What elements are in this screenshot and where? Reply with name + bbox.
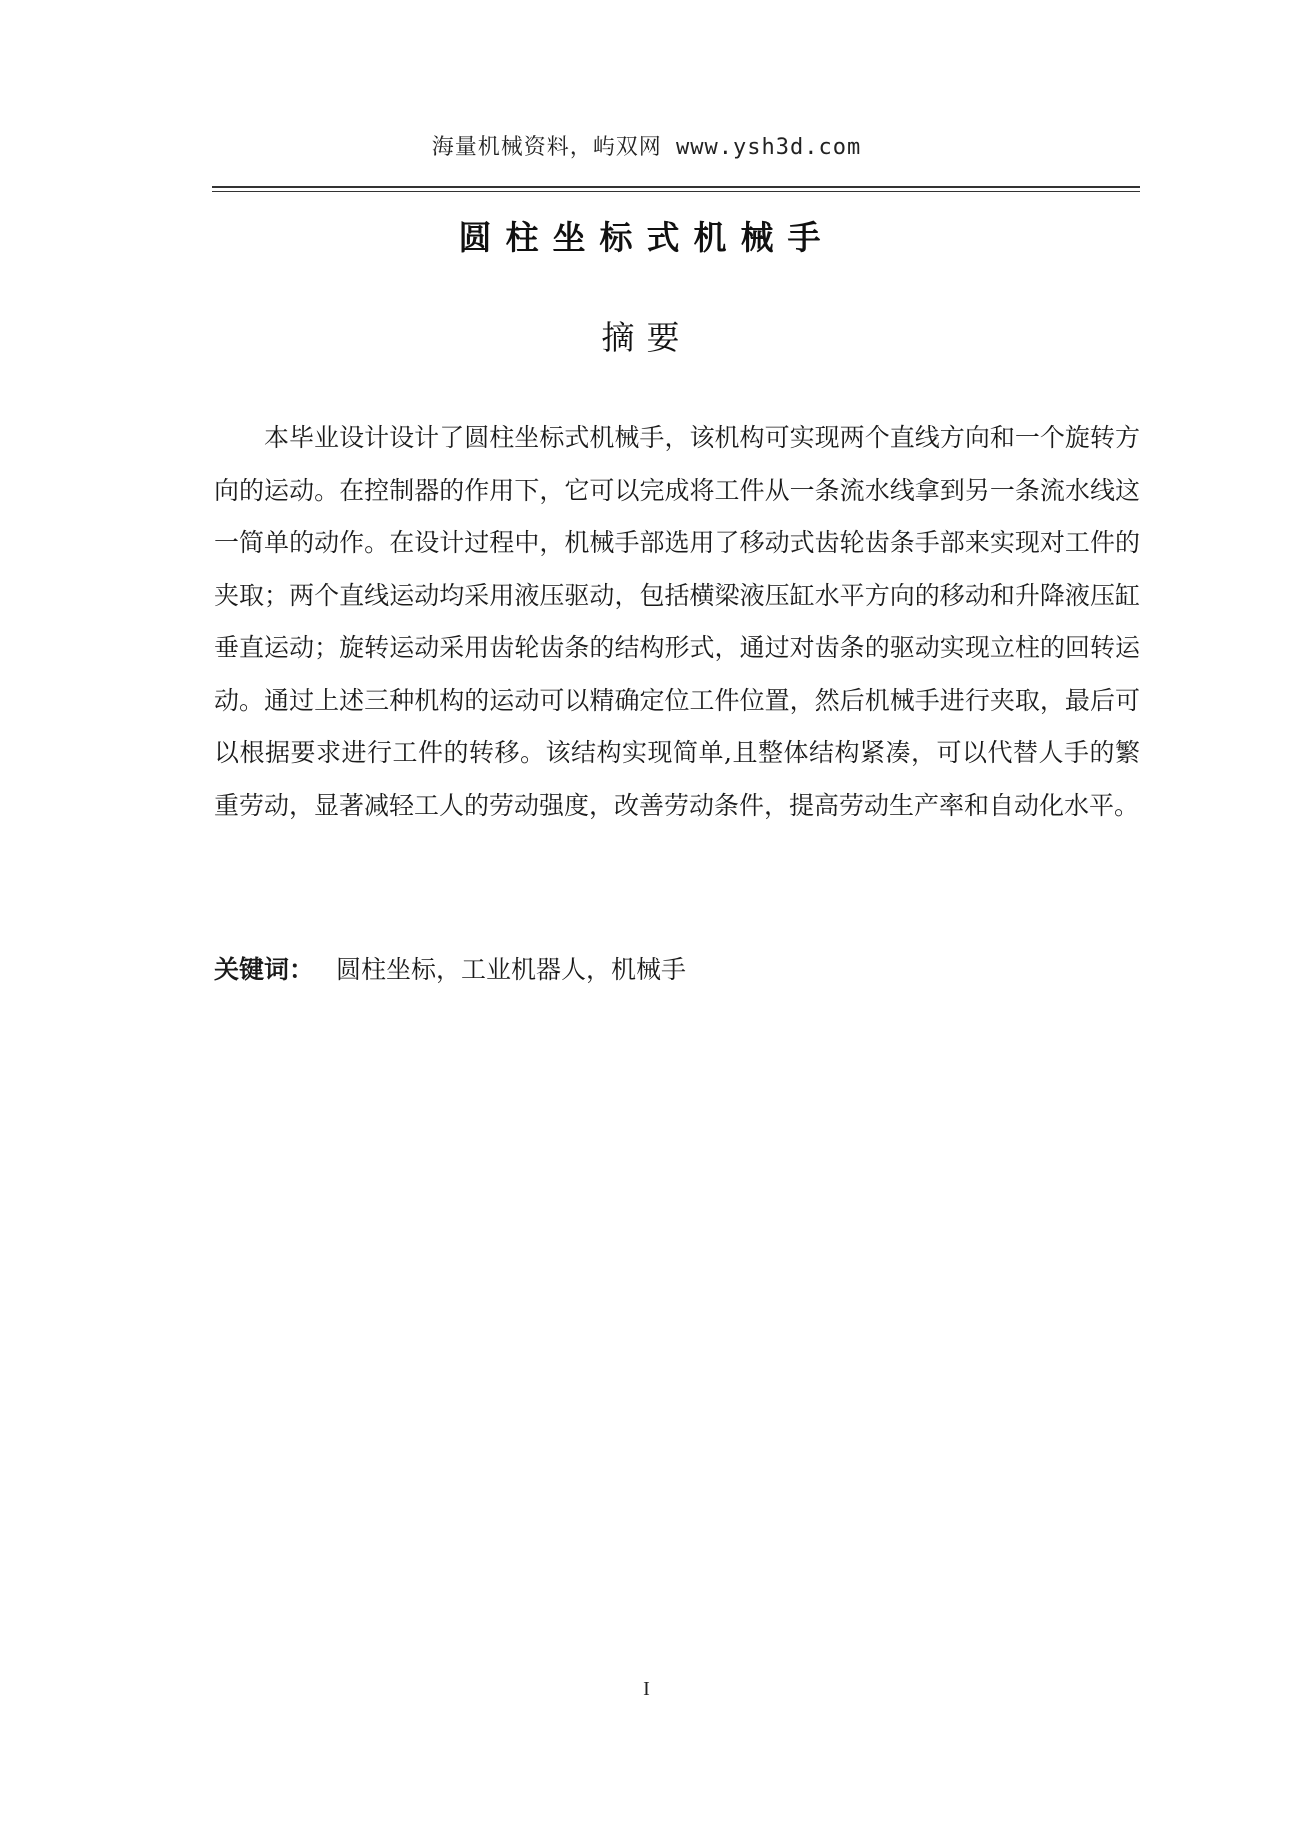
keywords-value: 圆柱坐标，工业机器人，机械手 [336, 955, 687, 984]
keywords-label: 关键词： [214, 955, 315, 984]
keywords-line [214, 950, 1140, 990]
page-header: 海量机械资料，屿双网 www.ysh3d.com [431, 135, 862, 160]
header-rule-thin [212, 191, 1140, 192]
abstract-heading: 摘要 [601, 318, 692, 357]
abstract-body: 本毕业设计设计了圆柱坐标式机械手，该机构可实现两个直线方向和一个旋转方向的运动。在控制器的作用下，它可以完成将工件从一条流水线拿到另一条流水线这一简单的动作。在设计过程中，机械手部选用了移动式齿轮齿条手部来实现对工件的夹取；两个直线运动均采用液压驱动，包括横梁液压缸水平方向的移动和升降液压缸垂直运动；旋转运动采用齿轮齿条的结构形式，通过对齿条的驱动实现立柱的回转运动。通过上述三种机构的运动可以精确定位工件位置，然后机械手进行夹取，最后可以根据要求进行工件的转移。该结构实现简单,且整体结构紧凑，可以代替人手的繁重劳动，显著减轻工人的劳动强度，改善劳动条件，提高劳动生产率和自动化水平。 [214, 423, 1140, 820]
header-rule-thick [212, 186, 1140, 188]
document-title: 圆柱坐标式机械手 [458, 218, 835, 257]
page-number: I [643, 1678, 650, 1700]
